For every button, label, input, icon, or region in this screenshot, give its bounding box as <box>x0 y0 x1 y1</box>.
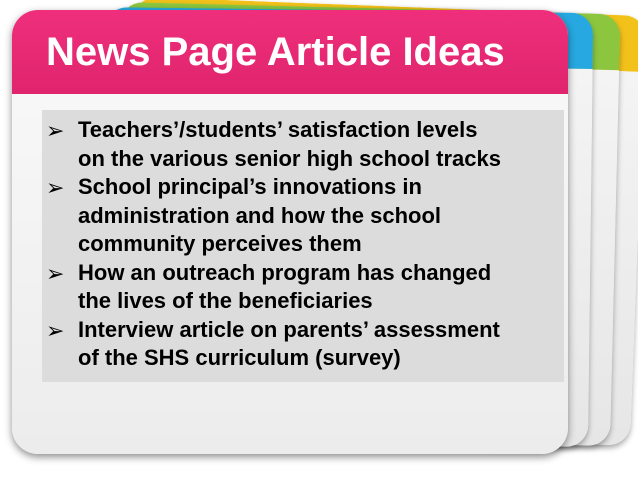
list-item <box>42 173 564 259</box>
bullet-line: of the SHS curriculum (survey) <box>78 345 401 370</box>
bullet-text <box>78 259 564 316</box>
bullet-text <box>78 173 564 259</box>
list-item <box>42 116 564 173</box>
bullet-line: How an outreach program has changed <box>78 259 492 285</box>
bullet-text <box>78 316 564 373</box>
main-card <box>12 10 568 454</box>
bullet-line: the lives of the beneficiaries <box>78 288 373 313</box>
bullet-line: administration and how the school <box>78 202 442 228</box>
bullet-line: School principal’s innovations in <box>78 174 422 199</box>
arrowhead-bullet-icon: ➢ <box>46 175 65 200</box>
arrowhead-bullet-icon: ➢ <box>46 118 65 143</box>
bullet-line: community perceives them <box>78 231 362 256</box>
arrowhead-bullet-icon: ➢ <box>46 260 65 286</box>
title-bar <box>12 10 568 94</box>
arrowhead-bullet-icon: ➢ <box>46 317 65 343</box>
bullet-panel <box>42 110 564 382</box>
bullet-list <box>42 110 564 373</box>
list-item <box>42 259 564 316</box>
bullet-line: on the various senior high school tracks <box>78 145 501 171</box>
bullet-text <box>78 116 564 173</box>
bullet-line: Interview article on parents’ assessment <box>78 316 500 342</box>
bullet-line: Teachers’/students’ satisfaction levels <box>78 117 478 142</box>
list-item <box>42 316 564 373</box>
slide-title: News Page Article Ideas <box>46 30 505 74</box>
